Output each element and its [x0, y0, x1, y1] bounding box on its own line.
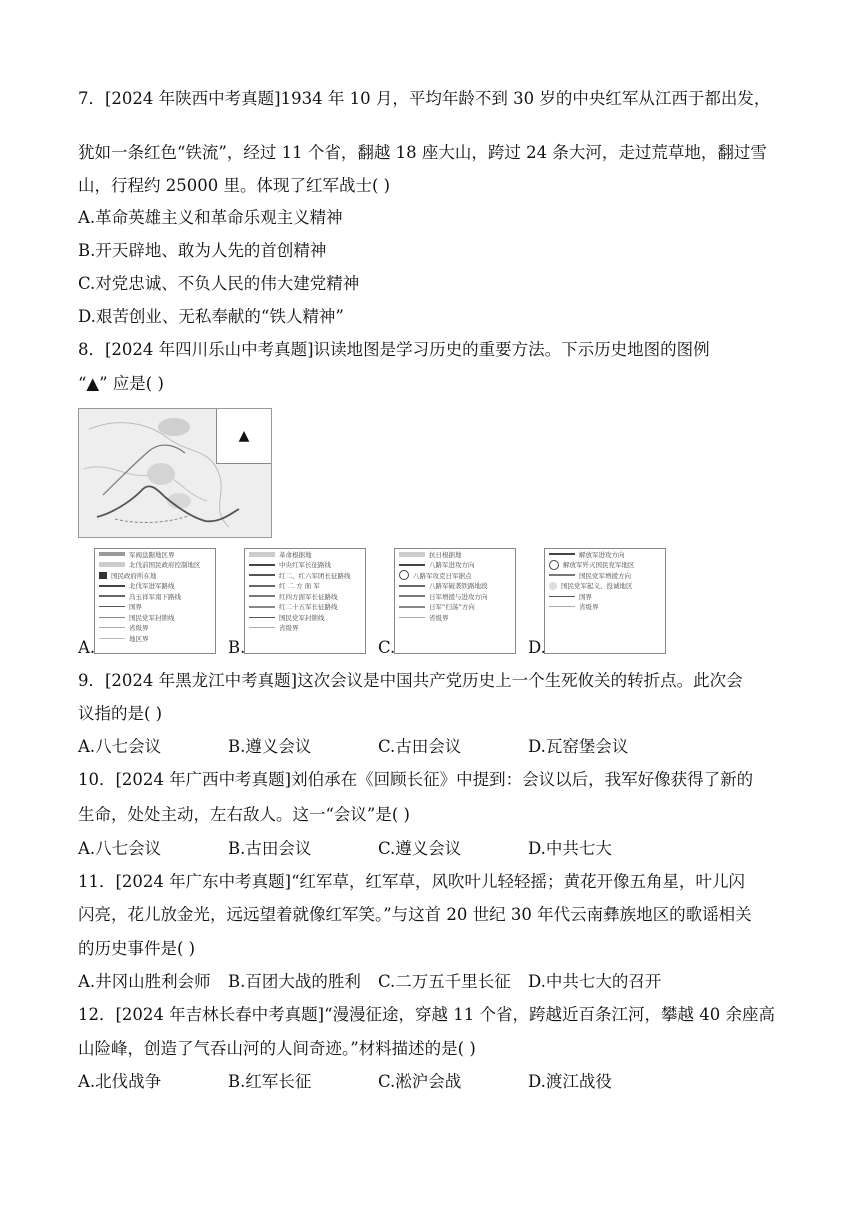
legend-c-item: 八路军破袭铁路地段	[429, 582, 488, 591]
legend-d-item: 解放军进攻方向	[579, 550, 625, 559]
q11-stem-line-1: 11．[2024 年广东中考真题]“红军草，红军草，风吹叶儿轻轻摇；黄花开像五角星，叶儿闪	[78, 872, 746, 891]
legend-c-item: 八路军进攻方向	[429, 561, 475, 570]
option-c-label[interactable]: C.	[378, 638, 396, 657]
q8-stem-line-2: “▲” 应是( )	[78, 374, 164, 393]
legend-c-item: 日军增援与进攻方向	[429, 592, 488, 601]
q11-stem-line-3: 的历史事件是( )	[78, 939, 196, 958]
q9-option-b[interactable]: B.遵义会议	[228, 737, 312, 756]
legend-option-b[interactable]	[244, 548, 366, 654]
q9-option-d[interactable]: D.瓦窑堡会议	[528, 737, 629, 756]
legend-a-item: 北伐前国民政府控制地区	[129, 561, 201, 570]
q7-stem-line-2: 犹如一条红色“铁流”，经过 11 个省，翻越 18 座大山，跨过 24 条大河，走过荒草地，翻过雪	[78, 143, 767, 162]
legend-a-item: 省级界	[129, 624, 149, 633]
q7-option-d[interactable]: D.艰苦创业、无私奉献的“铁人精神”	[78, 307, 344, 326]
legend-option-c[interactable]	[394, 548, 516, 654]
option-b-label[interactable]: B.	[228, 638, 246, 657]
q12-stem-line-2: 山险峰，创造了气吞山河的人间奇迹。”材料描述的是( )	[78, 1039, 476, 1058]
q11-stem-line-2: 闪亮，花儿放金光，远远望着就像红军笑。”与这首 20 世纪 30 年代云南彝族地区的歌谣相关	[78, 905, 752, 924]
legend-d-item: 国界	[579, 592, 592, 601]
q10-option-b[interactable]: B.古田会议	[228, 839, 312, 858]
q12-option-b[interactable]: B.红军长征	[228, 1072, 312, 1091]
legend-b-item: 省级界	[279, 624, 299, 633]
q9-option-c[interactable]: C.古田会议	[378, 737, 462, 756]
q10-stem-line-2: 生命，处处主动，左右敌人。这一“会议”是( )	[78, 805, 410, 824]
historical-map	[78, 408, 272, 538]
legend-b-item: 红四方面军长征路线	[279, 592, 338, 601]
legend-d-item: 国民党军起义、投诚地区	[561, 582, 633, 591]
legend-a-item: 国界	[129, 603, 142, 612]
legend-b-item: 红二十五军长征路线	[279, 603, 338, 612]
q11-option-a[interactable]: A.井冈山胜利会师	[78, 972, 211, 991]
q9-stem-line-1: 9．[2024 年黑龙江中考真题]这次会议是中国共产党历史上一个生死攸关的转折点。此次会	[78, 671, 743, 690]
q7-stem-line-1: 7．[2024 年陕西中考真题]1934 年 10 月，平均年龄不到 30 岁的中央红军从江西于都出发，	[78, 89, 771, 108]
q8-stem-line-1: 8．[2024 年四川乐山中考真题]识读地图是学习历史的重要方法。下示历史地图的图例	[78, 340, 710, 359]
q9-stem-line-2: 议指的是( )	[78, 704, 163, 723]
q11-option-c[interactable]: C.二万五千里长征	[378, 972, 511, 991]
legend-option-d[interactable]	[544, 548, 666, 654]
q7-option-b[interactable]: B.开天辟地、敢为人先的首创精神	[78, 241, 327, 260]
q12-option-a[interactable]: A.北伐战争	[78, 1072, 162, 1091]
q7-option-c[interactable]: C.对党忠诚、不负人民的伟大建党精神	[78, 274, 360, 293]
legend-b-item: 国民党军封锁线	[279, 613, 325, 622]
legend-a-item: 地区界	[129, 634, 149, 643]
option-a-label[interactable]: A.	[78, 638, 96, 657]
q12-option-d[interactable]: D.渡江战役	[528, 1072, 612, 1091]
legend-a-item: 军阀盘踞地区界	[129, 550, 175, 559]
q11-option-d[interactable]: D.中共七大的召开	[528, 972, 662, 991]
legend-option-a[interactable]	[94, 548, 216, 654]
legend-a-item: 冯玉祥军南下路线	[129, 592, 181, 601]
legend-c-item: 抗日根据地	[429, 550, 462, 559]
q11-option-b[interactable]: B.百团大战的胜利	[228, 972, 361, 991]
triangle-icon: ▲	[238, 428, 250, 444]
q10-option-d[interactable]: D.中共七大	[528, 839, 612, 858]
legend-b-item: 中央红军长征路线	[279, 561, 331, 570]
legend-a-item: 北伐军进军路线	[129, 582, 175, 591]
q12-stem-line-1: 12．[2024 年吉林长春中考真题]“漫漫征途，穿越 11 个省，跨越近百条江河，攀越 40 余座高	[78, 1005, 776, 1024]
legend-a-item: 国民党军封锁线	[129, 613, 175, 622]
q10-option-c[interactable]: C.遵义会议	[378, 839, 462, 858]
map-legend-inset	[216, 409, 271, 464]
legend-c-item: 日军“扫荡”方向	[429, 603, 475, 612]
q10-option-a[interactable]: A.八七会议	[78, 839, 162, 858]
legend-b-item: 革命根据地	[279, 550, 312, 559]
q7-option-a[interactable]: A.革命英雄主义和革命乐观主义精神	[78, 208, 343, 227]
legend-c-item: 八路军攻克日军据点	[413, 571, 472, 580]
legend-d-item: 国民党军增援方向	[579, 571, 631, 580]
option-d-label[interactable]: D.	[528, 638, 546, 657]
q7-stem-line-3: 山，行程约 25000 里。体现了红军战士( )	[78, 176, 391, 195]
legend-d-item: 省级界	[579, 603, 599, 612]
legend-a-item: 国民政府所在地	[111, 571, 157, 580]
q9-option-a[interactable]: A.八七会议	[78, 737, 162, 756]
legend-b-item: 红 二 方 面 军	[279, 582, 320, 591]
legend-c-item: 省级界	[429, 613, 449, 622]
q10-stem-line-1: 10．[2024 年广西中考真题]刘伯承在《回顾长征》中提到：会议以后，我军好像获得了新的	[78, 770, 754, 789]
legend-d-item: 解放军歼灭国民党军地区	[563, 561, 635, 570]
q12-option-c[interactable]: C.淞沪会战	[378, 1072, 462, 1091]
legend-b-item: 红二、红六军团长征路线	[279, 571, 351, 580]
